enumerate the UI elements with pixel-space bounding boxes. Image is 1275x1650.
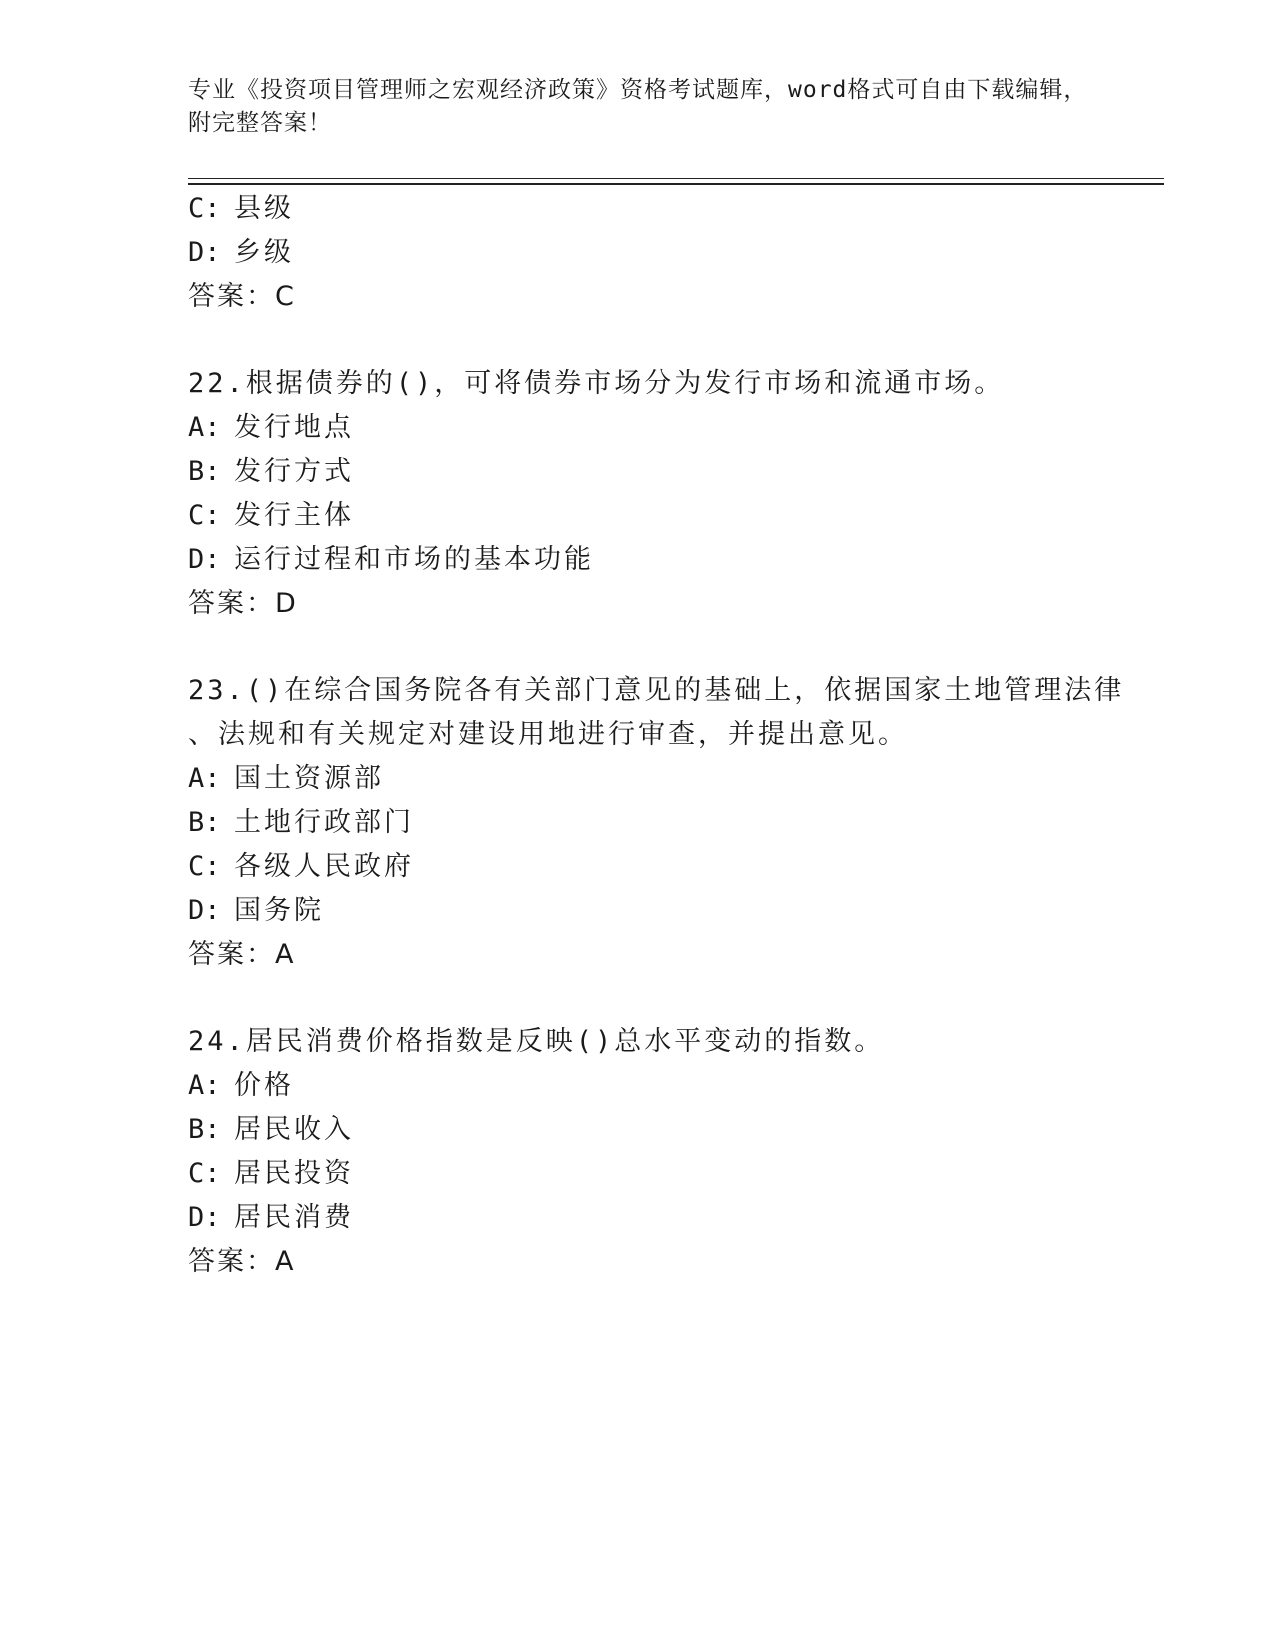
option-b: B: 发行方式 xyxy=(188,456,354,487)
answer-line: 答案：D xyxy=(188,588,298,619)
option-a: A: 国土资源部 xyxy=(188,763,384,794)
answer-line: 答案：A xyxy=(188,1246,296,1277)
header-divider-thick xyxy=(188,183,1164,185)
question-stem-continued: 、法规和有关规定对建设用地进行审查，并提出意见。 xyxy=(188,719,908,750)
option-d: D: 国务院 xyxy=(188,895,324,926)
option-b: B: 土地行政部门 xyxy=(188,807,414,838)
option-a: A: 价格 xyxy=(188,1070,294,1101)
option-d: D: 居民消费 xyxy=(188,1202,354,1233)
option-b: B: 居民收入 xyxy=(188,1114,354,1145)
header-divider-thin xyxy=(188,178,1164,179)
question-stem: 24.居民消费价格指数是反映()总水平变动的指数。 xyxy=(188,1026,885,1057)
option-d: D: 乡级 xyxy=(188,237,294,268)
option-c: C: 各级人民政府 xyxy=(188,851,414,882)
answer-line: 答案：C xyxy=(188,281,296,312)
question-stem: 22.根据债券的()，可将债券市场分为发行市场和流通市场。 xyxy=(188,368,1005,399)
option-c: C: 县级 xyxy=(188,193,294,224)
document-header xyxy=(188,74,1088,140)
option-d: D: 运行过程和市场的基本功能 xyxy=(188,544,594,575)
header-title: 专业《投资项目管理师之宏观经济政策》资格考试题库，word格式可自由下载编辑，附完整答案！ xyxy=(188,77,1088,136)
option-a: A: 发行地点 xyxy=(188,412,354,443)
option-c: C: 居民投资 xyxy=(188,1158,354,1189)
question-stem: 23.()在综合国务院各有关部门意见的基础上，依据国家土地管理法律 xyxy=(188,675,1125,706)
option-c: C: 发行主体 xyxy=(188,500,354,531)
answer-line: 答案：A xyxy=(188,939,296,970)
